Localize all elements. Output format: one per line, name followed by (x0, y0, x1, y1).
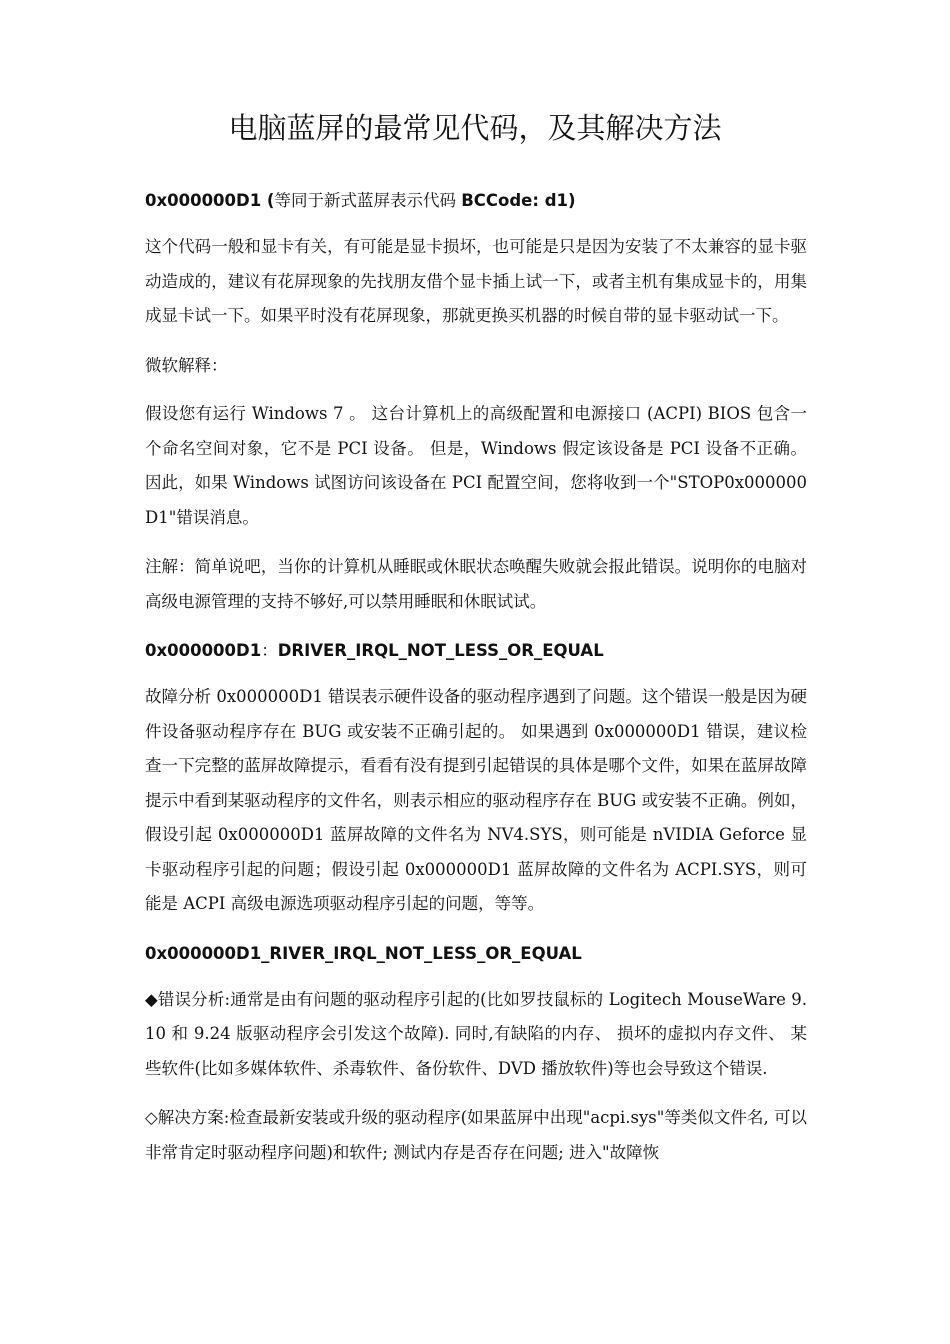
heading-note: 等同于新式蓝屏表示代码 (274, 191, 462, 210)
section-heading-3 (145, 937, 807, 971)
paragraph: 微软解释： (145, 355, 228, 375)
paragraph: ◇解决方案:检查最新安装或升级的驱动程序(如果蓝屏中出现"acpi.sys"等类似文件名, 可以非常肯定时驱动程序问题)和软件; 测试内存是否存在问题; 进入"故障恢 (145, 1108, 807, 1162)
paragraph: ◆错误分析:通常是由有问题的驱动程序引起的(比如罗技鼠标的 Logitech MouseWare 9.10 和 9.24 版驱动程序会引发这个故障). 同时,有缺陷的内存、 损坏的虚拟内存文件、 某些软件(比如多媒体软件、杀毒软件、备份软件、DVD 播放软件)等也会导致这个错误. (145, 989, 807, 1078)
page-title: 电脑蓝屏的最常见代码，及其解决方法 (228, 111, 722, 145)
heading-code: 0x000000D1 ( (145, 191, 275, 210)
heading-code: 0x000000D1 (145, 641, 262, 660)
heading-tail: BCCode: d1) (461, 191, 576, 210)
heading-note: ： (261, 641, 278, 660)
section-heading-2 (145, 634, 807, 668)
heading-tail: DRIVER_IRQL_NOT_LESS_OR_EQUAL (277, 641, 604, 660)
document-body (145, 184, 807, 1185)
paragraph: 注解：简单说吧，当你的计算机从睡眠或休眠状态唤醒失败就会报此错误。说明你的电脑对高级电源管理的支持不够好,可以禁用睡眠和休眠试试。 (145, 557, 807, 611)
paragraph: 假设您有运行 Windows 7 。 这台计算机上的高级配置和电源接口 (ACPI) BIOS 包含一个命名空间对象，它不是 PCI 设备。 但是，Windows 假定该设备是 PCI 设备不正确。 因此，如果 Windows 试图访问该设备在 PCI 配置空间，您将收到一个"STOP0x000000D1"错误消息。 (145, 404, 807, 527)
section-heading-1 (145, 184, 807, 218)
paragraph: 故障分析 0x000000D1 错误表示硬件设备的驱动程序遇到了问题。这个错误一般是因为硬件设备驱动程序存在 BUG 或安装不正确引起的。 如果遇到 0x000000D1 错误，建议检查一下完整的蓝屏故障提示，看看有没有提到引起错误的具体是哪个文件，如果在蓝屏故障提示中看到某驱动程序的文件名，则表示相应的驱动程序存在 BUG 或安装不正确。例如，假设引起 0x000000D1 蓝屏故障的文件名为 NV4.SYS，则可能是 nVIDIA Geforce 显卡驱动程序引起的问题；假设引起 0x000000D1 蓝屏故障的文件名为 ACPI.SYS，则可能是 ACPI 高级电源选项驱动程序引起的问题，等等。 (145, 687, 807, 913)
paragraph: 这个代码一般和显卡有关，有可能是显卡损坏，也可能是只是因为安装了不太兼容的显卡驱动造成的，建议有花屏现象的先找朋友借个显卡插上试一下，或者主机有集成显卡的，用集成显卡试一下。如果平时没有花屏现象，那就更换买机器的时候自带的显卡驱动试一下。 (145, 237, 807, 325)
heading-code: 0x000000D1_RIVER_IRQL_NOT_LESS_OR_EQUAL (145, 943, 582, 963)
